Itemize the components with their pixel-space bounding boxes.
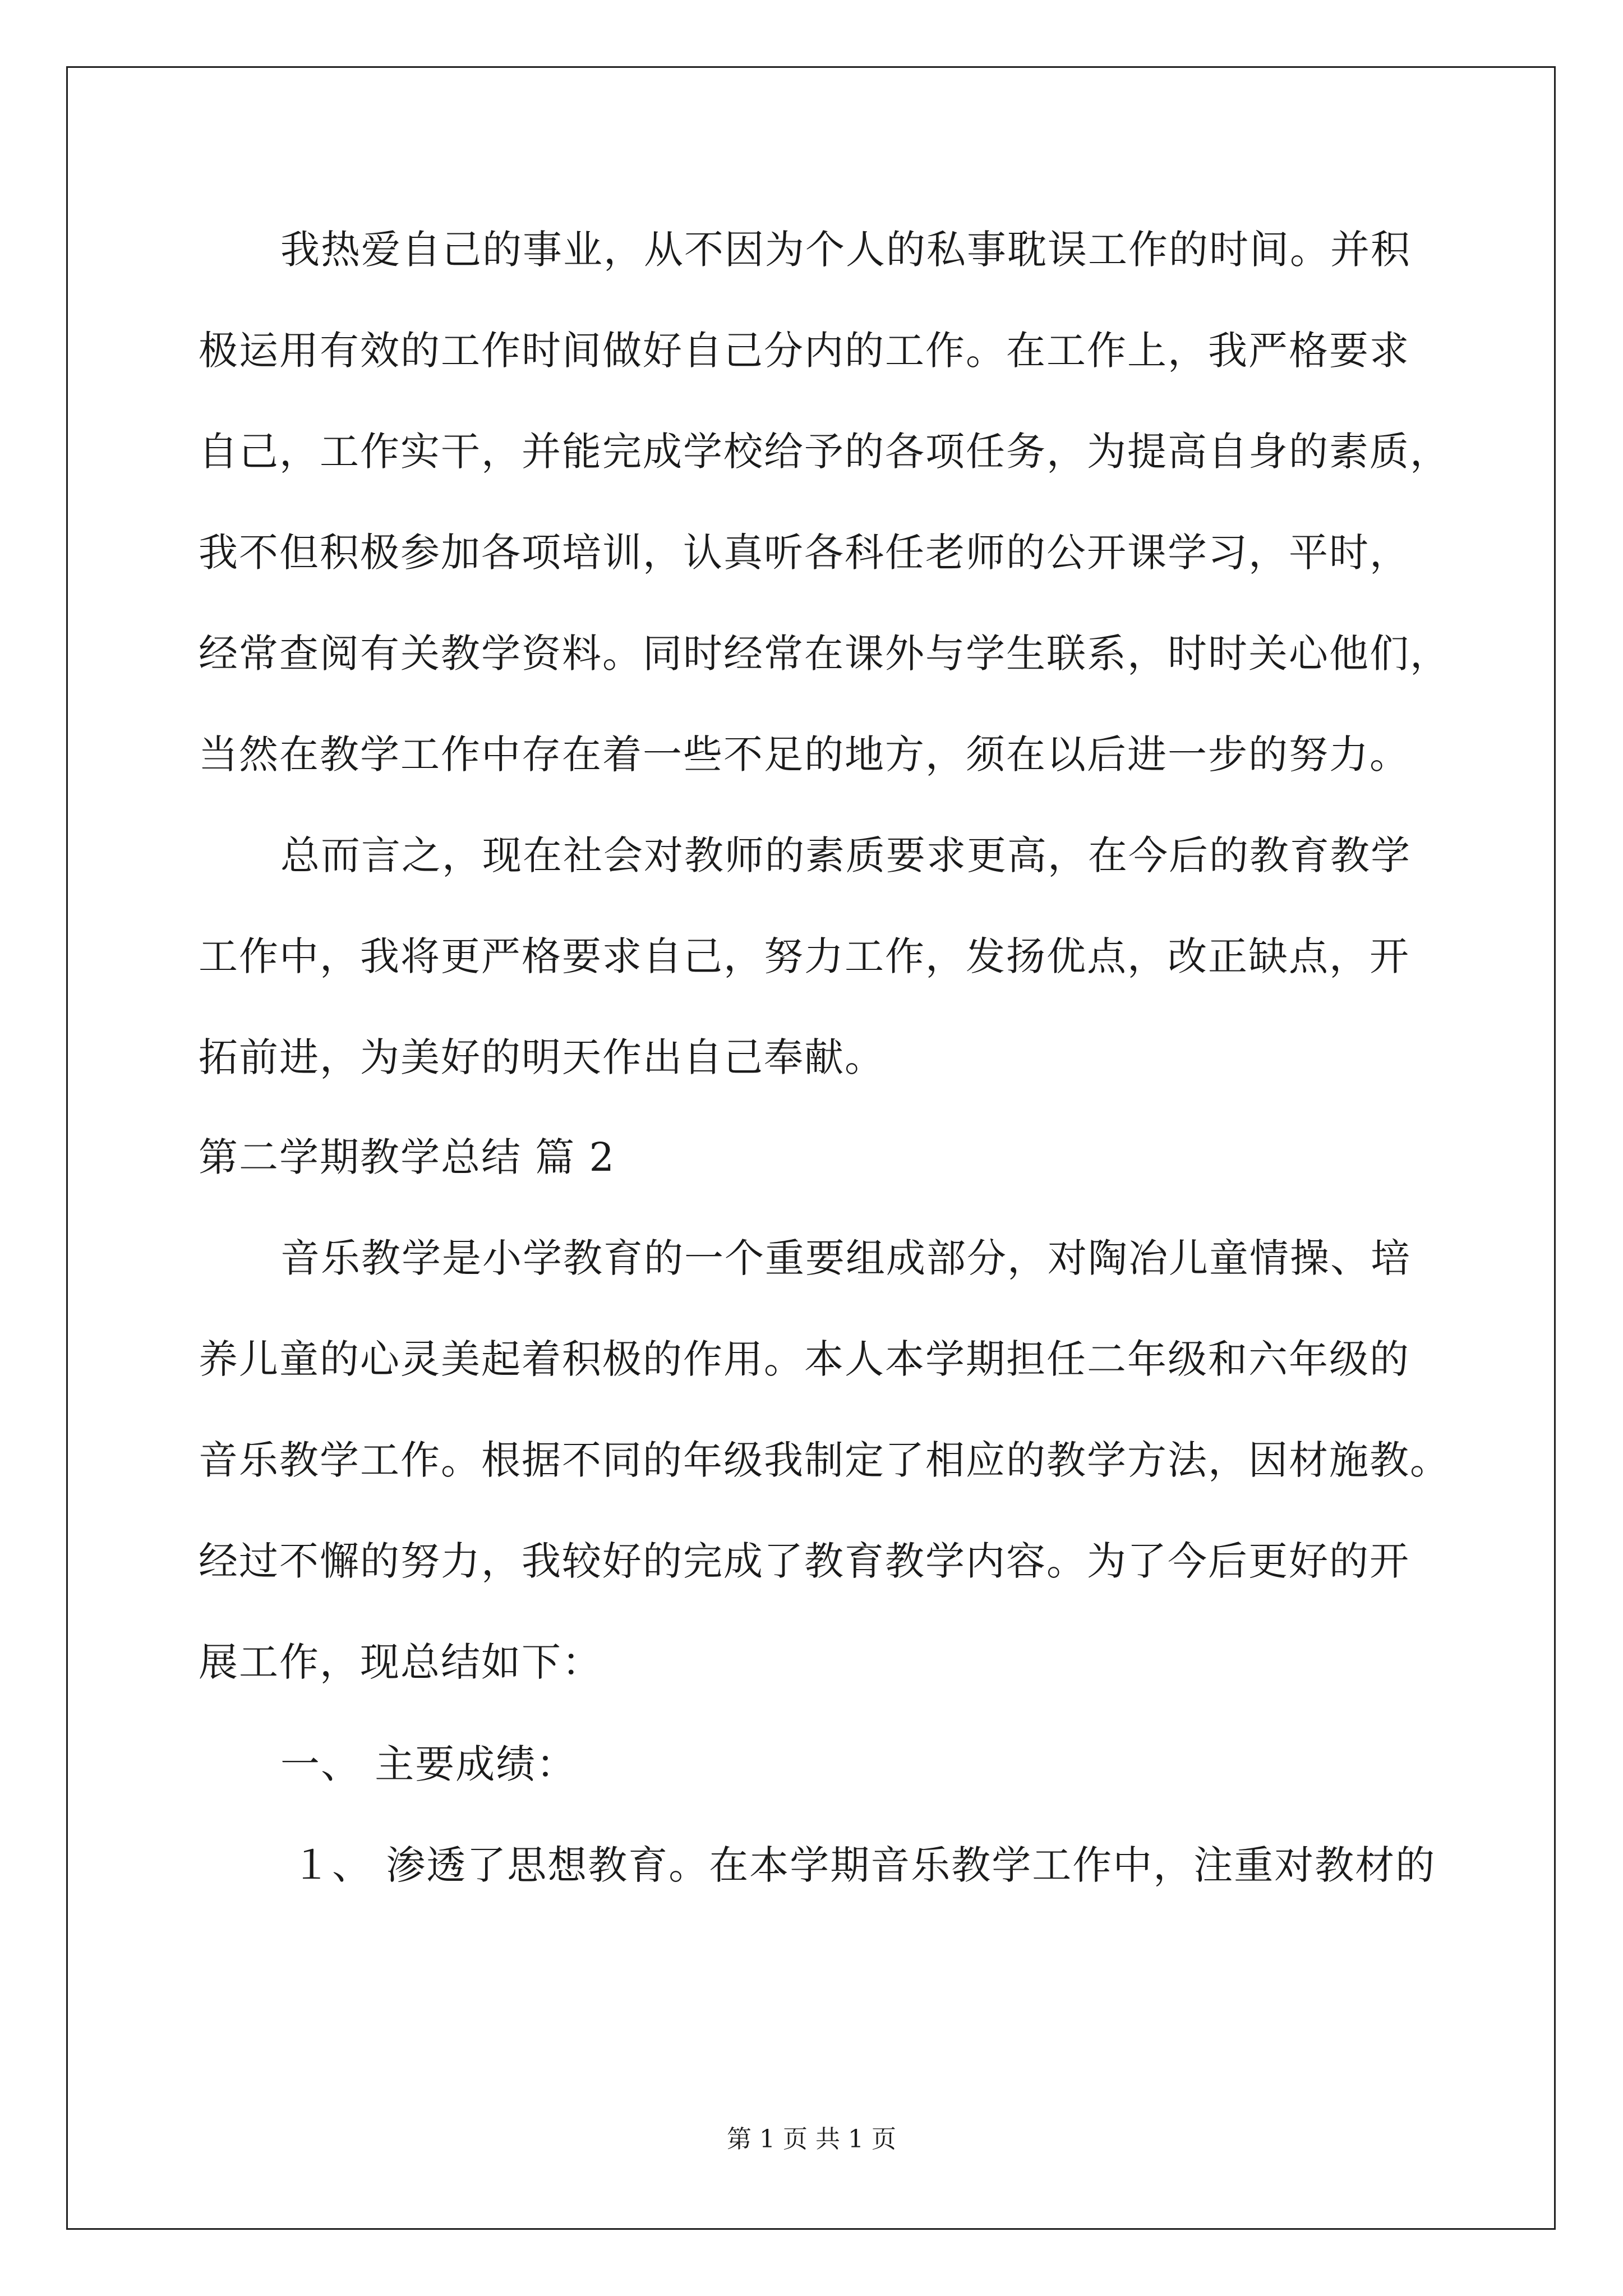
paragraph-3-line-2: 养儿童的心灵美起着积极的作用。本人本学期担任二年级和六年级的 bbox=[199, 1336, 1410, 1382]
paragraph-2-line-3: 拓前进，为美好的明天作出自己奉献。 bbox=[199, 1034, 885, 1080]
paragraph-2-line-2: 工作中，我将更严格要求自己，努力工作，发扬优点，改正缺点，开 bbox=[199, 933, 1410, 979]
section-heading: 第二学期教学总结 篇 2 bbox=[199, 1134, 616, 1180]
paragraph-3-line-1: 音乐教学是小学教育的一个重要组成部分，对陶冶儿童情操、培 bbox=[280, 1235, 1411, 1281]
paragraph-1-line-6: 当然在教学工作中存在着一些不足的地方，须在以后进一步的努力。 bbox=[199, 731, 1410, 777]
paragraph-3-line-3: 音乐教学工作。根据不同的年级我制定了相应的教学方法，因材施教。 bbox=[199, 1437, 1450, 1483]
page-footer: 第 1 页 共 1 页 bbox=[727, 2125, 896, 2154]
paragraph-3-line-5: 展工作，现总结如下： bbox=[199, 1639, 602, 1685]
paragraph-1-line-2: 极运用有效的工作时间做好自己分内的工作。在工作上，我严格要求 bbox=[199, 328, 1410, 374]
paragraph-1-line-5: 经常查阅有关教学资料。同时经常在课外与学生联系，时时关心他们， bbox=[199, 631, 1450, 677]
subheading-main-achievements: 一、 主要成绩： bbox=[280, 1741, 577, 1787]
paragraph-2-line-1: 总而言之，现在社会对教师的素质要求更高，在今后的教育教学 bbox=[280, 832, 1411, 878]
paragraph-1-line-1: 我热爱自己的事业，从不因为个人的私事耽误工作的时间。并积 bbox=[280, 227, 1411, 273]
paragraph-1-line-4: 我不但积极参加各项培训，认真听各科任老师的公开课学习，平时， bbox=[199, 530, 1410, 576]
list-item-1: １、 渗透了思想教育。在本学期音乐教学工作中，注重对教材的 bbox=[292, 1842, 1436, 1888]
paragraph-3-line-4: 经过不懈的努力，我较好的完成了教育教学内容。为了今后更好的开 bbox=[199, 1538, 1410, 1584]
paragraph-1-line-3: 自己，工作实干，并能完成学校给予的各项任务，为提高自身的素质， bbox=[199, 429, 1450, 475]
